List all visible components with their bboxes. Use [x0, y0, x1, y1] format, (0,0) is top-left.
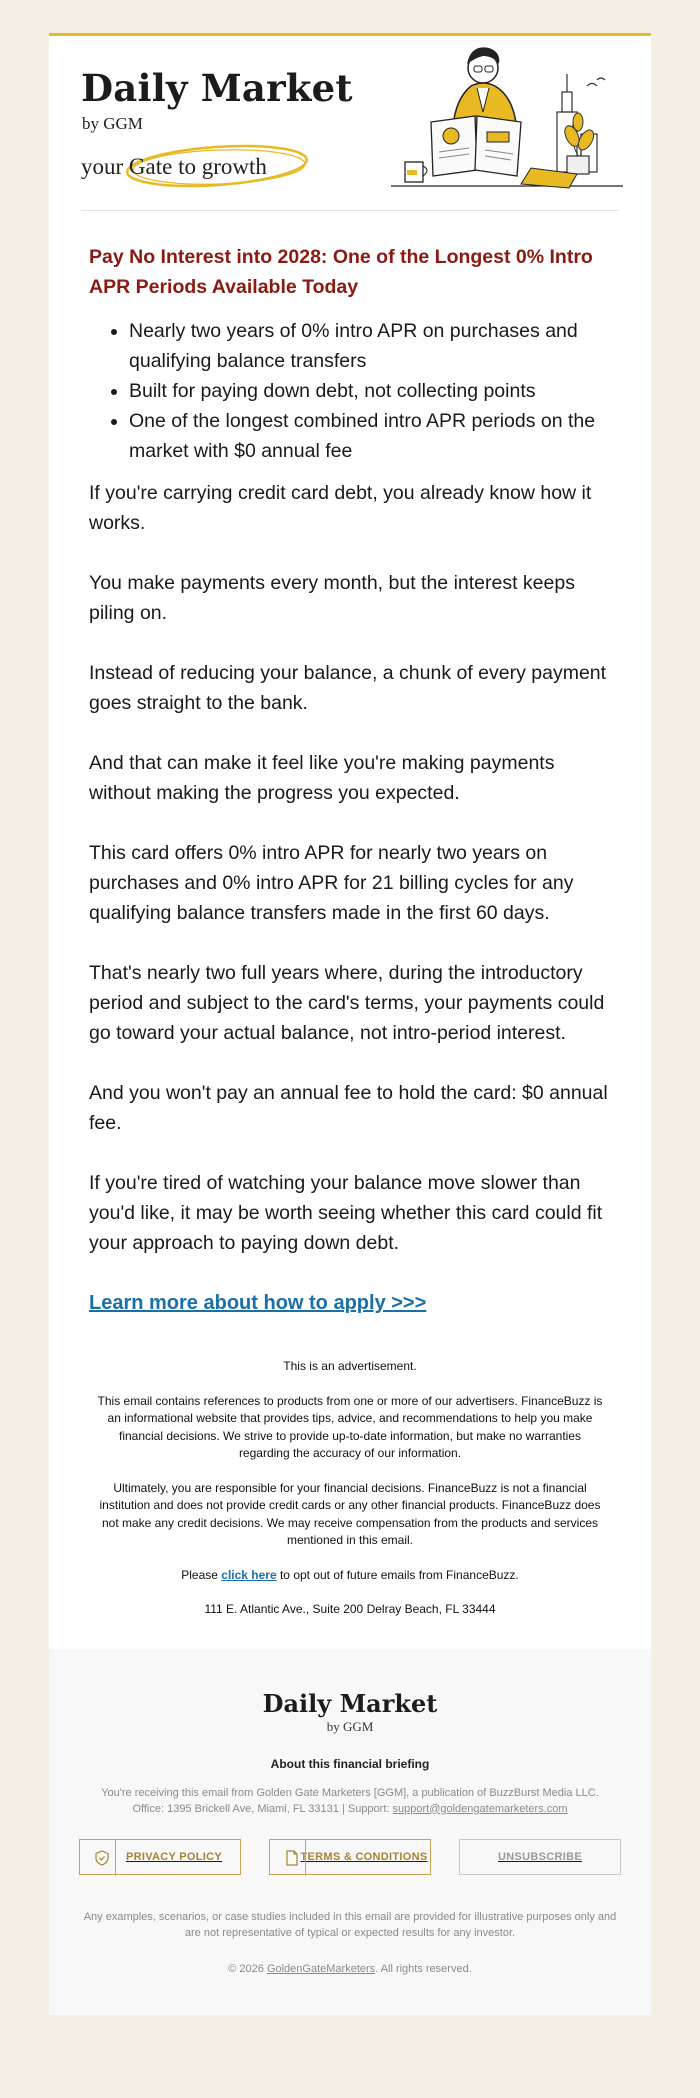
- unsubscribe-label: UNSUBSCRIBE: [498, 1850, 582, 1863]
- opt-out-suffix: to opt out of future emails from FinanceBuzz.: [276, 1567, 519, 1582]
- list-item: • Built for paying down debt, not collecting points: [129, 376, 611, 406]
- list-item: • One of the longest combined intro APR periods on the market with $0 annual fee: [129, 406, 611, 466]
- footer-buttons: [79, 1839, 621, 1875]
- paragraph: You make payments every month, but the interest keeps piling on.: [89, 572, 575, 624]
- copyright-prefix: © 2026: [228, 1962, 267, 1975]
- mailing-address: 111 E. Atlantic Ave., Suite 200 Delray Beach, FL 33444: [204, 1602, 496, 1616]
- copyright-suffix: . All rights reserved.: [375, 1962, 472, 1975]
- article-headline: Pay No Interest into 2028: One of the Longest 0% Intro APR Periods Available Today: [89, 246, 593, 298]
- paragraph: This card offers 0% intro APR for nearly two years on purchases and 0% intro APR for 21 billing cycles for any qualifying balance transfers made in the first 60 days.: [89, 842, 574, 924]
- about-title: About this financial briefing: [270, 1756, 430, 1771]
- support-email-link[interactable]: support@goldengatemarketers.com: [392, 1802, 568, 1815]
- ad-notice: This is an advertisement.: [283, 1359, 417, 1373]
- email-header: [49, 36, 651, 210]
- paragraph: If you're carrying credit card debt, you already know how it works.: [89, 482, 592, 534]
- paragraph: And that can make it feel like you're making payments without making the progress you expected.: [89, 752, 555, 804]
- email-card: [49, 33, 651, 2015]
- benefits-list: [89, 316, 611, 466]
- paragraph: And you won't pay an annual fee to hold the card: $0 annual fee.: [89, 1082, 608, 1134]
- unsubscribe-button[interactable]: [459, 1839, 621, 1875]
- illustrative-note: Any examples, scenarios, or case studies included in this email are provided for illustrative purposes only and are not representative of typical or expected results for any investor.: [83, 1910, 617, 1939]
- copyright: [79, 1963, 621, 1975]
- document-icon: [279, 1840, 306, 1876]
- office-line: Office: 1395 Brickell Ave, Miami, FL 33131 | Support:: [132, 1802, 393, 1815]
- opt-out-prefix: Please: [181, 1567, 222, 1582]
- disclaimer-paragraph: This email contains references to products from one or more of our advertisers. FinanceBuzz is an informational website that provides tips, advice, and recommendations to help you make financial decisions. We strive to provide up-to-date information, but make no warranties regarding the accuracy of our information.: [97, 1393, 603, 1460]
- article-body: [49, 210, 651, 1619]
- receiving-info: [79, 1785, 621, 1817]
- tagline-text: your Gate to growth: [81, 154, 267, 179]
- tagline: [79, 140, 309, 190]
- receiving-line: You're receiving this email from Golden Gate Marketers [GGM], a publication of BuzzBurst Media LLC.: [101, 1786, 599, 1799]
- brand-byline: by GGM: [82, 114, 143, 133]
- brand-title: Daily Market: [81, 66, 353, 110]
- opt-out-link[interactable]: click here: [221, 1567, 277, 1582]
- paragraph: Instead of reducing your balance, a chunk of every payment goes straight to the bank.: [89, 662, 607, 714]
- terms-button[interactable]: [269, 1839, 431, 1875]
- reading-man-illustration-icon: [391, 44, 623, 204]
- learn-more-link[interactable]: Learn more about how to apply >>>: [89, 1292, 427, 1314]
- shield-check-icon: [89, 1840, 116, 1876]
- privacy-policy-label: PRIVACY POLICY: [125, 1850, 223, 1863]
- paragraph: If you're tired of watching your balance move slower than you'd like, it may be worth seeing whether this card could fit your approach to paying down debt.: [89, 1172, 603, 1254]
- privacy-policy-button[interactable]: [79, 1839, 241, 1875]
- disclaimer-paragraph: Ultimately, you are responsible for your financial decisions. FinanceBuzz is not a financial institution and does not provide credit cards or any other financial products. FinanceBuzz does not make any credit decisions. We may receive compensation from the products and services mentioned in this email.: [99, 1480, 601, 1547]
- footer-brand: Daily Market: [262, 1688, 438, 1718]
- paragraph: That's nearly two full years where, during the introductory period and subject to the card's terms, your payments could go toward your actual balance, not intro-period interest.: [89, 962, 605, 1044]
- footer-byline: by GGM: [326, 1718, 374, 1734]
- terms-label: TERMS & CONDITIONS: [300, 1850, 428, 1863]
- email-footer: [49, 1649, 651, 2015]
- header-divider: [81, 210, 619, 211]
- list-item: • Nearly two years of 0% intro APR on purchases and qualifying balance transfers: [129, 316, 611, 376]
- copyright-link[interactable]: GoldenGateMarketers: [266, 1962, 376, 1975]
- opt-out-line: [89, 1567, 611, 1585]
